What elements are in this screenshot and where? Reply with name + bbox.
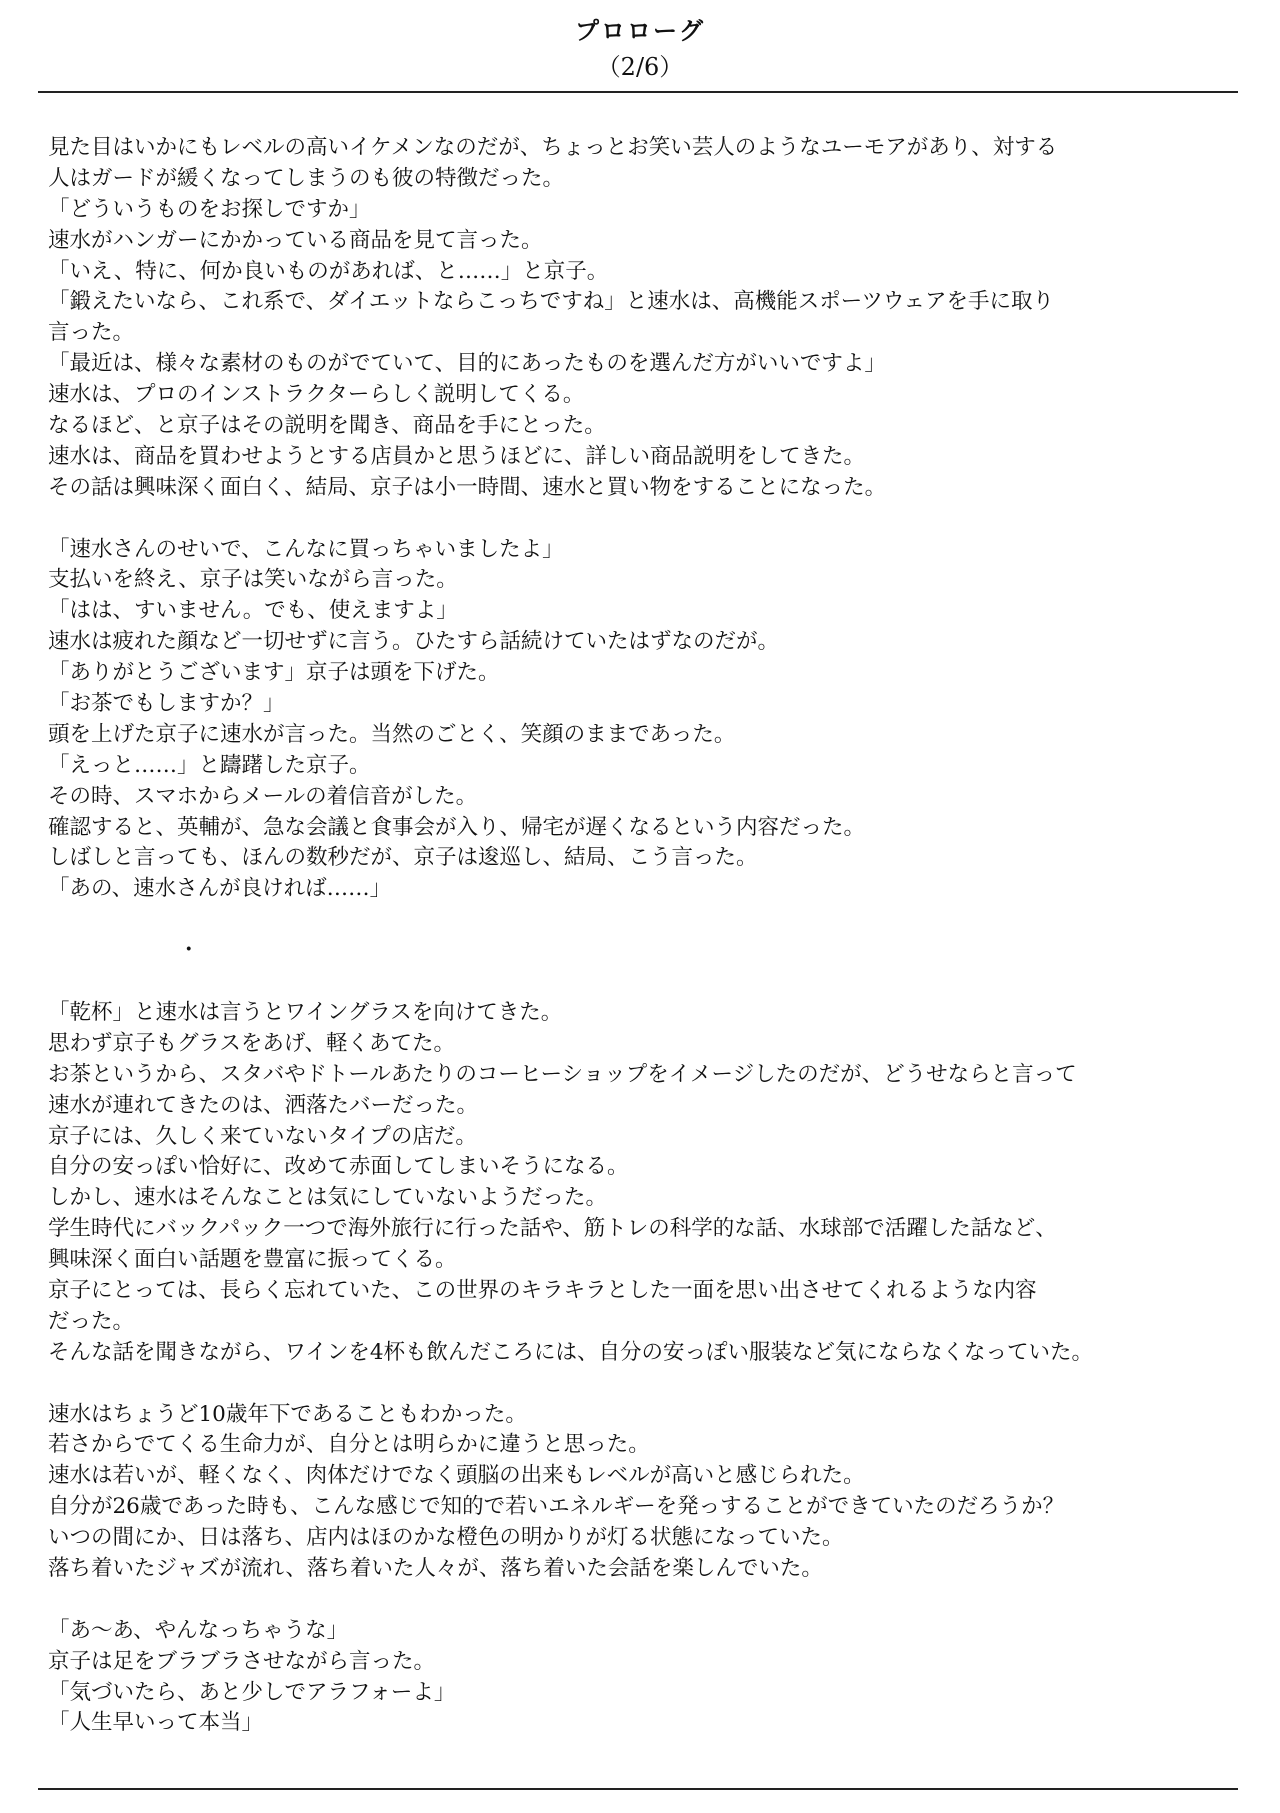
text-line: 「どういうものをお探しですか」 [48,196,371,222]
text-line: 自分が26歳であった時も、こんな感じで知的で若いエネルギーを発っすることができていたのだろうか？ [48,1494,1065,1520]
text-line: 頭を上げた京子に速水が言った。当然のごとく、笑顔のままであった。 [48,721,736,747]
text-line: 「はは、すいません。でも、使えますよ」 [48,598,458,624]
text-line: 人はガードが緩くなってしまうのも彼の特徴だった。 [48,165,565,191]
blank-line [48,504,1243,535]
text-line: 「人生早いって本当」 [48,1710,264,1736]
text-line: 「最近は、様々な素材のものがでていて、目的にあったものを選んだ方がいいですよ」 [48,351,886,377]
text-line: 速水はちょうど10歳年下であることもわかった。 [48,1401,527,1427]
text-line: その話は興味深く面白く、結局、京子は小一時間、速水と買い物をすることになった。 [48,474,887,500]
text-line: 速水は、プロのインストラクターらしく説明してくる。 [48,382,585,408]
text-line: 興味深く面白い話題を豊富に振ってくる。 [48,1247,457,1273]
text-line: 「気づいたら、あと少しでアラフォーよ」 [48,1679,456,1705]
text-line: 「速水さんのせいで、こんなに買っちゃいましたよ」 [48,536,564,562]
text-line: 「ありがとうございます」京子は頭を下げた。 [48,660,500,686]
blank-line [48,905,1243,936]
text-line: しばしと言っても、ほんの数秒だが、京子は逡巡し、結局、こう言った。 [48,845,758,871]
bottom-divider [38,1788,1238,1790]
text-line: 速水は若いが、軽くなく、肉体だけでなく頭脳の出来もレベルが高いと感じられた。 [48,1463,865,1489]
text-line: 速水がハンガーにかかっている商品を見て言った。 [48,227,543,253]
text-line: 「あの、速水さんが良ければ……」 [48,876,392,902]
page-title: プロローグ [575,16,705,45]
page-subtitle: （2/6） [596,53,684,81]
text-line: だった。 [48,1308,135,1334]
text-line: 「いえ、特に、何か良いものがあれば、と……」と京子。 [48,258,609,284]
text-line: 京子には、久しく来ていないタイプの店だ。 [48,1123,477,1149]
text-line: 京子にとっては、長らく忘れていた、この世界のキラキラとした一面を思い出させてくれるような内容 [48,1277,1037,1303]
text-line: 「鍛えたいなら、これ系で、ダイエットならこっちですね」と速水は、高機能スポーツウェアを手に取り [48,289,1054,315]
text-line: 速水が連れてきたのは、洒落たバーだった。 [48,1092,479,1118]
text-line: 「あ～あ、やんなっちゃうな」 [48,1617,349,1643]
text-line: 支払いを終え、京子は笑いながら言った。 [48,567,458,593]
text-line: いつの間にか、日は落ち、店内はほのかな橙色の明かりが灯る状態になっていた。 [48,1525,844,1551]
text-line: 学生時代にバックパック一つで海外旅行に行った話や、筋トレの科学的な話、水球部で活躍した話など、 [48,1216,1057,1242]
top-divider [38,91,1238,93]
blank-line [48,967,1243,998]
text-line: その時、スマホからメールの着信音がした。 [48,783,478,809]
text-line: 速水は疲れた顔など一切せずに言う。ひたすら話続けていたはずなのだが。 [48,629,780,655]
text-line: 「お茶でもしますか？」 [48,691,285,717]
text-line: 言った。 [48,320,135,346]
text-line: 見た目はいかにもレベルの高いイケメンなのだが、ちょっとお笑い芸人のようなユーモアがあり、対する [48,135,1058,160]
text-line: 速水は、商品を買わせようとする店員かと思うほどに、詳しい商品説明をしてきた。 [48,443,866,469]
text-line: 落ち着いたジャズが流れ、落ち着いた人々が、落ち着いた会話を楽しんでいた。 [48,1555,823,1581]
text-line: 若さからでてくる生命力が、自分とは明らかに違うと思った。 [48,1432,650,1458]
section-break-dot: ・ [178,938,200,964]
text-line: お茶というから、スタバやドトールあたりのコーヒーショップをイメージしたのだが、どうせならと言って [48,1061,1077,1087]
text-line: 思わず京子もグラスをあげ、軽くあてた。 [48,1030,455,1056]
body-text [48,133,1243,1739]
text-line: 確認すると、英輔が、急な会議と食事会が入り、帰宅が遅くなるという内容だった。 [48,814,866,840]
text-line: なるほど、と京子はその説明を聞き、商品を手にとった。 [48,413,606,439]
blank-line [48,1585,1243,1616]
text-line: 「乾杯」と速水は言うとワイングラスを向けてきた。 [48,999,563,1025]
text-line: 「えっと……」と躊躇した京子。 [48,752,371,778]
text-line: しかし、速水はそんなことは気にしていないようだった。 [48,1185,608,1211]
text-line: 京子は足をブラブラさせながら言った。 [48,1648,436,1674]
blank-line [48,1369,1243,1400]
text-line: そんな話を聞きながら、ワインを4杯も飲んだころには、自分の安っぽい服装など気にならなくなっていた。 [48,1339,1094,1365]
text-line: 自分の安っぽい恰好に、改めて赤面してしまいそうになる。 [48,1154,629,1180]
